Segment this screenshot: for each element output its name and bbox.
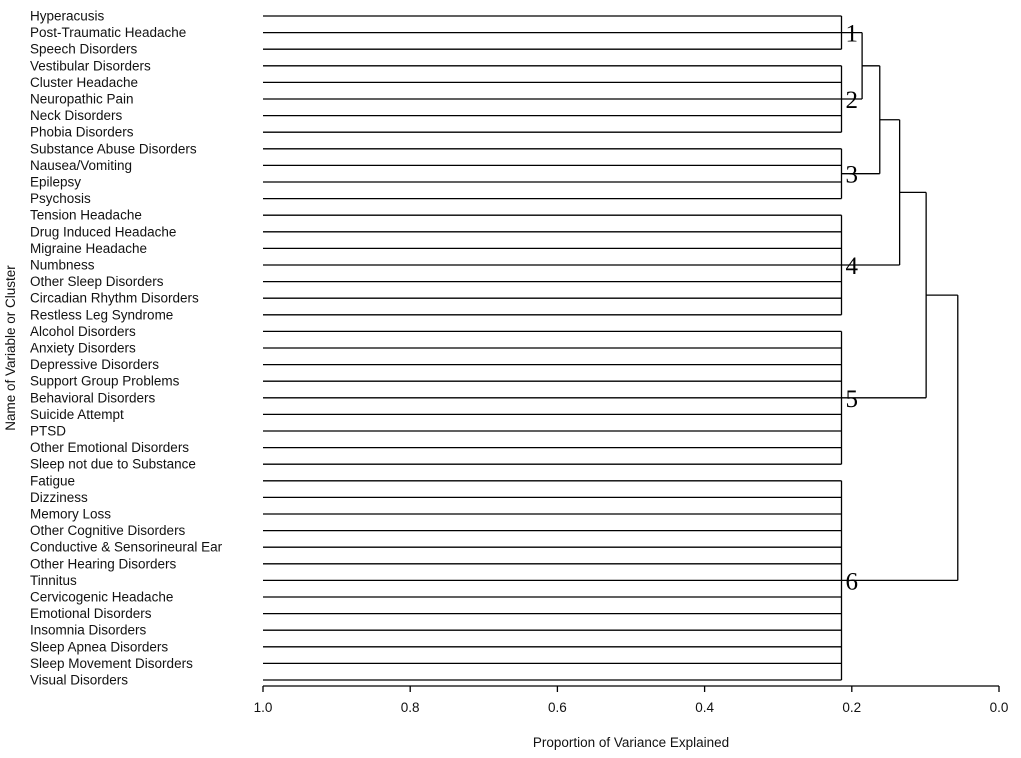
variable-label: Dizziness xyxy=(30,489,88,505)
variable-label: Sleep Movement Disorders xyxy=(30,655,193,671)
cluster-number-label: 5 xyxy=(845,385,858,413)
variable-label: Epilepsy xyxy=(30,174,82,190)
variable-label: Restless Leg Syndrome xyxy=(30,307,174,323)
x-tick-label: 0.8 xyxy=(400,700,420,715)
variable-label: Tinnitus xyxy=(30,572,77,588)
x-axis xyxy=(254,686,1009,715)
variable-label: PTSD xyxy=(30,423,67,439)
y-axis-title: Name of Variable or Cluster xyxy=(3,265,18,431)
variable-label: Insomnia Disorders xyxy=(30,622,147,638)
cluster-number-label: 3 xyxy=(845,161,858,189)
variable-label: Substance Abuse Disorders xyxy=(30,141,197,157)
variable-label: Vestibular Disorders xyxy=(30,58,151,74)
variable-label: Cervicogenic Headache xyxy=(30,589,174,605)
variable-label: Psychosis xyxy=(30,191,91,207)
x-tick-label: 0.4 xyxy=(695,700,714,715)
variable-label: Cluster Headache xyxy=(30,74,139,90)
x-tick-label: 0.2 xyxy=(842,700,862,715)
cluster-links-group xyxy=(841,16,957,680)
cluster-number-label: 2 xyxy=(845,87,858,114)
variable-label: Visual Disorders xyxy=(30,672,129,688)
x-tick-label: 0.6 xyxy=(548,700,567,715)
variable-label: Conductive & Sensorineural Ear xyxy=(30,539,223,555)
variable-label: Anxiety Disorders xyxy=(30,340,136,356)
variable-label: Neck Disorders xyxy=(30,108,123,124)
variable-label: Hyperacusis xyxy=(30,8,105,24)
variable-label: Post-Traumatic Headache xyxy=(30,25,187,41)
variable-label: Other Hearing Disorders xyxy=(30,556,177,572)
variable-label: Phobia Disorders xyxy=(30,124,134,140)
variable-label: Nausea/Vomiting xyxy=(30,157,133,173)
cluster-number-label: 1 xyxy=(845,20,858,48)
cluster-number-label: 6 xyxy=(845,568,858,596)
variable-label: Sleep not due to Substance xyxy=(30,456,196,472)
variable-label: Other Emotional Disorders xyxy=(30,440,190,456)
variable-label: Memory Loss xyxy=(30,506,112,522)
variable-label: Fatigue xyxy=(30,473,76,489)
cluster-number-label: 4 xyxy=(845,253,858,280)
variable-label: Support Group Problems xyxy=(30,373,180,389)
variable-label: Circadian Rhythm Disorders xyxy=(30,290,199,306)
variable-label: Numbness xyxy=(30,257,95,273)
variable-label: Alcohol Disorders xyxy=(30,323,136,339)
variable-label: Suicide Attempt xyxy=(30,406,124,422)
variable-label: Behavioral Disorders xyxy=(30,390,156,406)
variable-label: Neuropathic Pain xyxy=(30,91,134,107)
variable-label: Other Cognitive Disorders xyxy=(30,523,186,539)
leaf-lines-group xyxy=(263,16,841,680)
x-axis-title: Proportion of Variance Explained xyxy=(532,735,730,750)
variable-label: Other Sleep Disorders xyxy=(30,274,164,290)
cluster-number-labels-group xyxy=(845,21,858,596)
variable-label: Depressive Disorders xyxy=(30,357,160,373)
variable-labels-group xyxy=(30,9,223,688)
variable-label: Speech Disorders xyxy=(30,41,138,57)
x-tick-label: 0.0 xyxy=(989,700,1009,715)
variable-label: Emotional Disorders xyxy=(30,606,152,622)
variable-label: Tension Headache xyxy=(30,207,142,223)
x-tick-label: 1.0 xyxy=(253,700,273,715)
variable-label: Drug Induced Headache xyxy=(30,224,177,240)
variable-label: Migraine Headache xyxy=(30,240,148,256)
variable-label: Sleep Apnea Disorders xyxy=(30,639,169,655)
